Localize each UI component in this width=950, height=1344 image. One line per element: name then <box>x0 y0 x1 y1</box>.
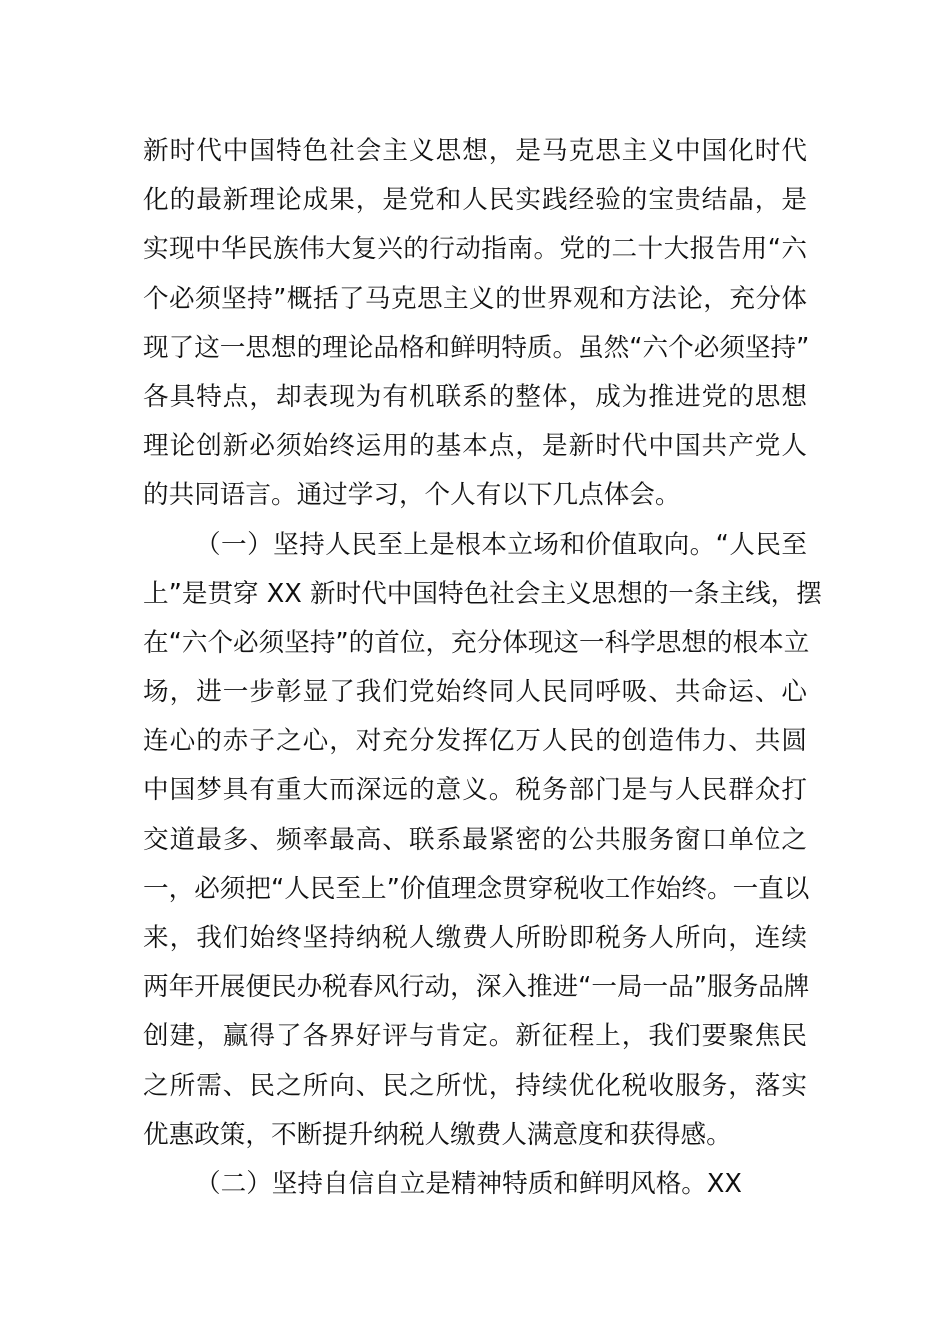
text-line: 优惠政策，不断提升纳税人缴费人满意度和获得感。 <box>143 1119 732 1150</box>
text-line: 在“六个必须坚持”的首位，充分体现这一科学思想的根本立 <box>143 627 810 658</box>
text-line: 新时代中国特色社会主义思想，是马克思主义中国化时代 <box>143 136 807 166</box>
paragraph-intro <box>143 127 810 521</box>
text-line: 理论创新必须始终运用的基本点，是新时代中国共产党人 <box>143 431 807 462</box>
text-line: 两年开展便民办税春风行动，深入推进“一局一品”服务品牌 <box>143 972 810 1003</box>
text-line: 中国梦具有重大而深远的意义。税务部门是与人民群众打 <box>143 775 807 806</box>
section-heading-line: （二）坚持自信自立是精神特质和鲜明风格。XX <box>195 1168 742 1199</box>
text-line: 场，进一步彰显了我们党始终同人民同呼吸、共命运、心 <box>143 677 807 708</box>
paragraph-section-2 <box>143 1160 807 1209</box>
text-line: 来，我们始终坚持纳税人缴费人所盼即税务人所向，连续 <box>143 923 807 953</box>
text-line: 的共同语言。通过学习，个人有以下几点体会。 <box>143 480 681 511</box>
text-line: 个必须坚持”概括了马克思主义的世界观和方法论，充分体 <box>143 283 807 314</box>
text-line: 之所需、民之所向、民之所忧，持续优化税收服务，落实 <box>143 1070 807 1101</box>
text-line: 交道最多、频率最高、联系最紧密的公共服务窗口单位之 <box>143 824 807 855</box>
text-line: 化的最新理论成果，是党和人民实践经验的宝贵结晶，是 <box>143 185 807 216</box>
document-body <box>143 127 822 1209</box>
paragraph-section-1 <box>143 521 822 1160</box>
section-heading-line: （一）坚持人民至上是根本立场和价值取向。“人民至 <box>195 529 807 560</box>
text-line: 一，必须把“人民至上”价值理念贯穿税收工作始终。一直以 <box>143 873 810 904</box>
text-line: 连心的赤子之心，对充分发挥亿万人民的创造伟力、共圆 <box>143 726 807 757</box>
text-line: 创建，赢得了各界好评与肯定。新征程上，我们要聚焦民 <box>143 1021 807 1052</box>
text-line: 各具特点，却表现为有机联系的整体，成为推进党的思想 <box>143 381 807 412</box>
text-line: 上”是贯穿 XX 新时代中国特色社会主义思想的一条主线，摆 <box>143 578 822 609</box>
text-line: 实现中华民族伟大复兴的行动指南。党的二十大报告用“六 <box>143 234 807 265</box>
text-line: 现了这一思想的理论品格和鲜明特质。虽然“六个必须坚持” <box>143 332 810 363</box>
